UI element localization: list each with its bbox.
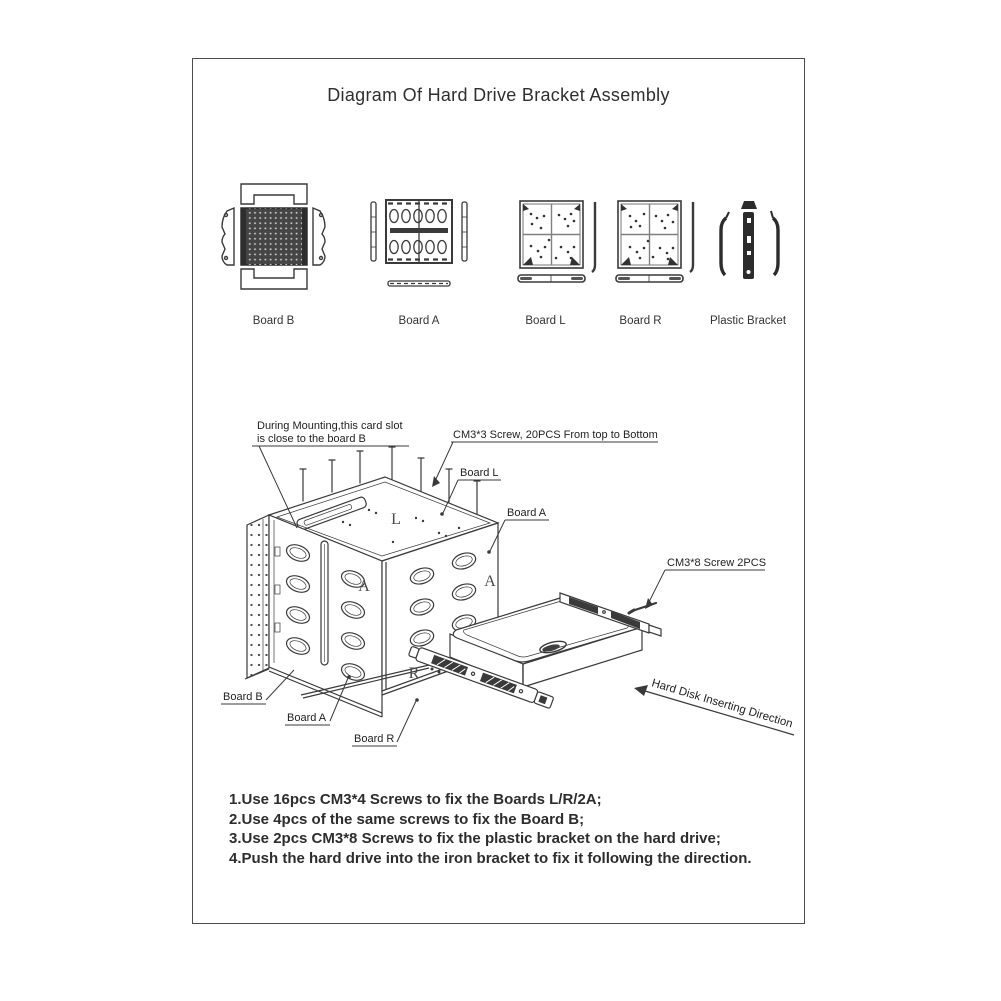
part-board-l-label: Board L: [525, 315, 566, 327]
board-b-shapes: [222, 184, 325, 289]
instruction-line-4: 4.Push the hard drive into the iron bracket to fix it following the direction.: [229, 849, 752, 867]
part-board-l-drawing: [511, 191, 606, 296]
part-board-r-label: Board R: [619, 315, 662, 327]
board-a-shapes: [371, 200, 467, 286]
board-l-shapes: [518, 201, 595, 282]
instruction-line-3: 3.Use 2pcs CM3*8 Screws to fix the plastic bracket on the hard drive;: [229, 830, 721, 847]
part-board-a-drawing: [364, 186, 474, 296]
callout-board-b: Board B: [223, 691, 263, 703]
part-board-a-label: Board A: [398, 315, 440, 327]
callout-screw-side: CM3*8 Screw 2PCS: [667, 557, 767, 569]
callout-screw-top: CM3*3 Screw, 20PCS From top to Bottom: [453, 429, 658, 441]
plastic-bracket-shapes: [721, 201, 778, 279]
insert-direction-label: Hard Disk Inserting Direction: [650, 677, 794, 731]
assembly-drawing: [203, 406, 803, 776]
part-board-b-label: Board B: [252, 315, 295, 327]
instruction-line-2: 2.Use 4pcs of the same screws to fix the Board B;: [229, 810, 585, 828]
instruction-line-1: 1.Use 16pcs CM3*4 Screws to fix the Boards L/R/2A;: [229, 791, 602, 808]
face-letter-l: L: [391, 511, 401, 528]
page-title: Diagram Of Hard Drive Bracket Assembly: [327, 85, 670, 105]
callout-board-r: Board R: [354, 733, 395, 745]
callout-board-l: Board L: [460, 467, 499, 479]
callout-board-a-left: Board A: [287, 712, 327, 724]
board-r-shapes: [616, 201, 693, 282]
part-plastic-bracket-label: Plastic Bracket: [709, 315, 787, 327]
callout-board-a-right: Board A: [507, 507, 547, 519]
face-letter-r: R: [408, 665, 420, 682]
insert-direction-arrow: [634, 685, 794, 735]
face-letter-a-front: A: [358, 578, 370, 595]
part-board-r-drawing: [609, 191, 704, 296]
face-letter-a-right: A: [484, 573, 496, 590]
instruction-list: [229, 790, 789, 868]
note-card-slot-line1: During Mounting,this card slot: [257, 420, 403, 432]
part-board-b-drawing: [216, 179, 331, 294]
note-card-slot-line2: is close to the board B: [257, 433, 366, 445]
diagram-sheet: [192, 58, 805, 924]
part-plastic-bracket-drawing: [707, 191, 792, 296]
bracket-cage: [245, 477, 498, 717]
